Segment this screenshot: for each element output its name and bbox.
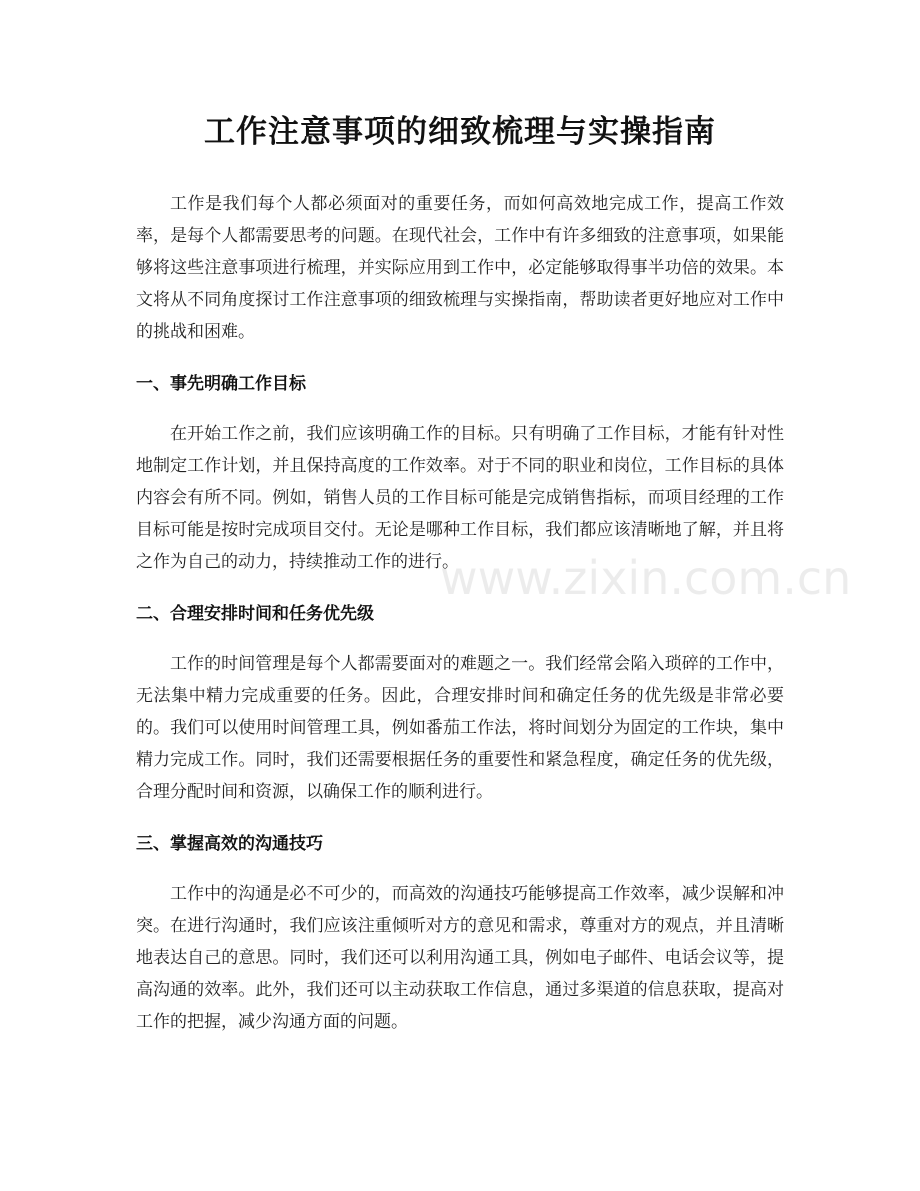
section-body-1: 在开始工作之前，我们应该明确工作的目标。只有明确了工作目标，才能有针对性地制定工作计划，并且保持高度的工作效率。对于不同的职业和岗位，工作目标的具体内容会有所不同。例如，销售人员的工作目标可能是完成销售指标，而项目经理的工作目标可能是按时完成项目交付。无论是哪种工作目标，我们都应该清晰地了解，并且将之作为自己的动力，持续推动工作的进行。 [136, 424, 784, 572]
section-body-2: 工作的时间管理是每个人都需要面对的难题之一。我们经常会陷入琐碎的工作中，无法集中精力完成重要的任务。因此，合理安排时间和确定任务的优先级是非常必要的。我们可以使用时间管理工具，例如番茄工作法，将时间划分为固定的工作块，集中精力完成工作。同时，我们还需要根据任务的重要性和紧急程度，确定任务的优先级，合理分配时间和资源，以确保工作的顺利进行。 [136, 654, 784, 802]
section-body-3: 工作中的沟通是必不可少的，而高效的沟通技巧能够提高工作效率，减少误解和冲突。在进行沟通时，我们应该注重倾听对方的意见和需求，尊重对方的观点，并且清晰地表达自己的意思。同时，我们还可以利用沟通工具，例如电子邮件、电话会议等，提高沟通的效率。此外，我们还可以主动获取工作信息，通过多渠道的信息获取，提高对工作的把握，减少沟通方面的问题。 [136, 884, 784, 1032]
section-heading-2: 二、合理安排时间和任务优先级 [136, 604, 374, 624]
intro-paragraph: 工作是我们每个人都必须面对的重要任务，而如何高效地完成工作，提高工作效率，是每个人都需要思考的问题。在现代社会，工作中有许多细致的注意事项，如果能够将这些注意事项进行梳理，并实际应用到工作中，必定能够取得事半功倍的效果。本文将从不同角度探讨工作注意事项的细致梳理与实操指南，帮助读者更好地应对工作中的挑战和困难。 [136, 194, 784, 342]
section-heading-1: 一、事先明确工作目标 [136, 374, 306, 394]
section-heading-3: 三、掌握高效的沟通技巧 [136, 834, 323, 854]
document-title: 工作注意事项的细致梳理与实操指南 [204, 114, 716, 150]
watermark-text: www.zixin.com.cn [440, 551, 852, 605]
